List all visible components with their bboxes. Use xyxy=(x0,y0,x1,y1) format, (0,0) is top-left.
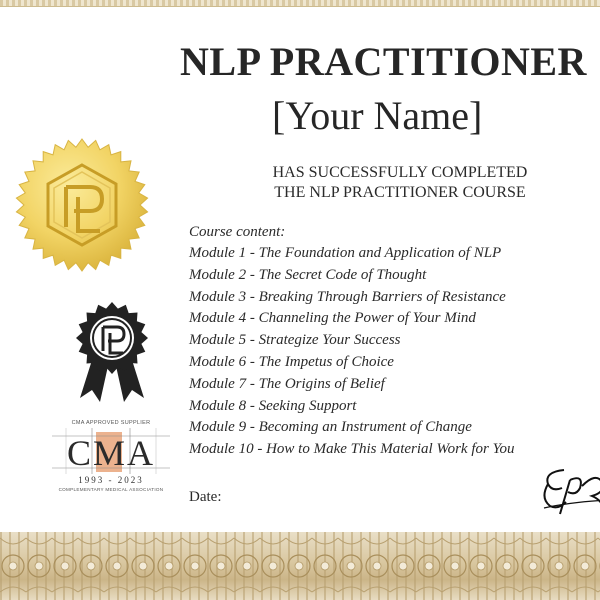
cma-years: 1993 - 2023 xyxy=(78,475,144,485)
course-content-heading: Course content: xyxy=(189,224,286,240)
module-item: Module 10 - How to Make This Material Work for You xyxy=(189,441,515,458)
date-label: Date: xyxy=(189,489,222,505)
module-item: Module 9 - Becoming an Instrument of Change xyxy=(189,419,472,436)
recipient-name-placeholder: [Your Name] xyxy=(272,93,483,138)
cma-approved-text: CMA APPROVED SUPPLIER xyxy=(71,420,151,426)
signature-mark xyxy=(540,462,600,523)
lace-bottom-border xyxy=(0,532,600,600)
module-item: Module 2 - The Secret Code of Thought xyxy=(189,266,427,283)
cma-letters: CMA xyxy=(66,433,156,473)
module-item: Module 5 - Strategize Your Success xyxy=(189,332,401,349)
completion-line-2: THE NLP PRACTITIONER COURSE xyxy=(274,184,526,201)
module-item: Module 7 - The Origins of Belief xyxy=(189,375,385,392)
cma-approved-supplier-badge xyxy=(52,420,170,492)
cma-full-name: COMPLEMENTARY MEDICAL ASSOCIATION xyxy=(58,487,164,492)
gold-foil-seal-icon xyxy=(12,135,152,280)
module-item: Module 8 - Seeking Support xyxy=(189,397,357,414)
course-content-list xyxy=(189,221,589,461)
completion-line-1: HAS SUCCESSFULLY COMPLETED xyxy=(272,164,528,181)
top-ornamental-border xyxy=(0,0,600,7)
award-rosette-icon xyxy=(72,300,152,409)
module-item: Module 6 - The Impetus of Choice xyxy=(189,353,394,370)
cma-logo xyxy=(52,428,170,474)
module-item: Module 3 - Breaking Through Barriers of Resistance xyxy=(189,288,506,305)
completion-statement xyxy=(240,163,560,203)
module-item: Module 1 - The Foundation and Application of NLP xyxy=(189,245,502,261)
certificate-title: NLP PRACTITIONER xyxy=(180,39,587,84)
module-item: Module 4 - Channeling the Power of Your Mind xyxy=(189,310,476,327)
